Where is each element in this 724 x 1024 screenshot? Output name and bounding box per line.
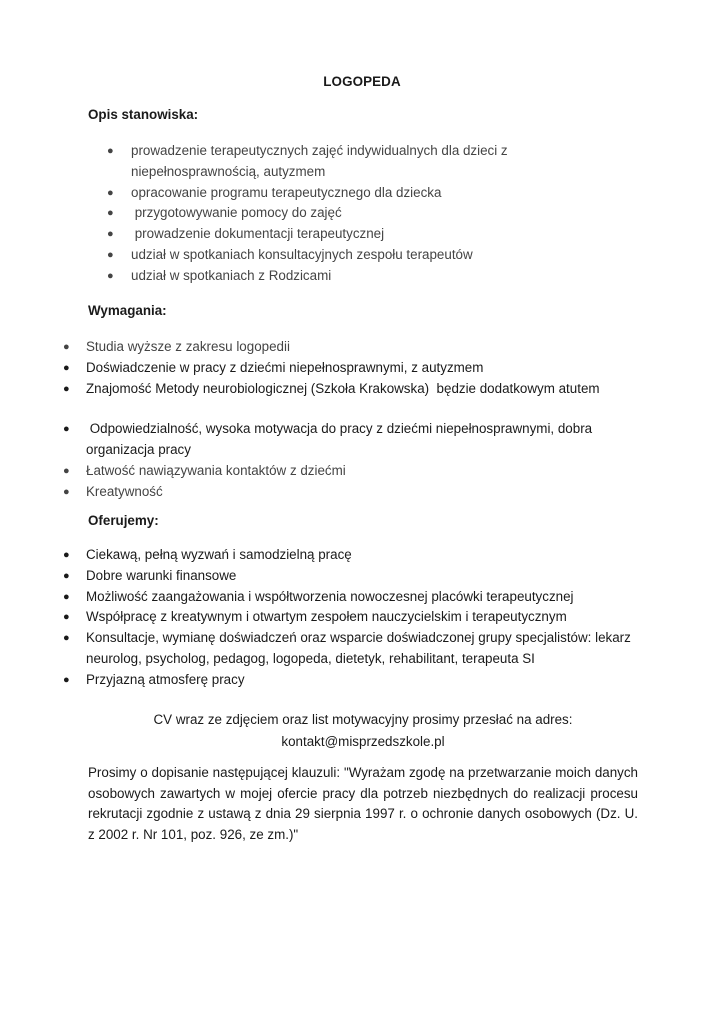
- bullet-icon: ●: [107, 207, 114, 220]
- offer-heading: Oferujemy:: [88, 513, 159, 528]
- bullet-icon: ●: [63, 569, 70, 582]
- requirements-list: [63, 337, 626, 503]
- list-item: ● przygotowywanie pomocy do zajęć: [131, 203, 531, 224]
- list-item: ● opracowanie programu terapeutycznego dla dziecka: [131, 183, 531, 204]
- list-item: ● Współpracę z kreatywnym i otwartym zespołem nauczycielskim i terapeutycznym: [86, 607, 646, 628]
- bullet-icon: ●: [63, 361, 70, 374]
- list-item: ● Odpowiedzialność, wysoka motywacja do pracy z dziećmi niepełnosprawnymi, dobra organizacja pracy: [63, 421, 596, 458]
- consent-clause: Prosimy o dopisanie następującej klauzuli: "Wyrażam zgodę na przetwarzanie moich danych osobowych zawartych w mojej ofercie pracy dla potrzeb niezbędnych do realizacji procesu rekrutacji zgodnie z ustawą z dnia 29 sierpnia 1997 r. o ochronie danych osobowych (Dz. U. z 2002 r. Nr 101, poz. 926, ze zm.)": [88, 765, 638, 842]
- bullet-icon: ●: [63, 464, 70, 477]
- bullet-icon: ●: [63, 423, 70, 436]
- offer-list: [63, 545, 646, 691]
- page-title: LOGOPEDA: [323, 74, 401, 89]
- contact-email: kontakt@misprzedszkole.pl: [281, 733, 445, 749]
- bullet-icon: ●: [107, 145, 114, 157]
- list-item: ● Przyjazną atmosferę pracy: [86, 670, 646, 691]
- bullet-icon: ●: [107, 269, 114, 282]
- list-item: ● Doświadczenie w pracy z dziećmi niepełnosprawnymi, z autyzmem: [86, 358, 626, 379]
- list-item: ● Dobre warunki finansowe: [86, 566, 646, 587]
- list-item: ● Ciekawą, pełną wyzwań i samodzielną pracę: [86, 545, 646, 566]
- bullet-icon: ●: [107, 248, 114, 261]
- list-item: ● Łatwość nawiązywania kontaktów z dziećmi: [86, 461, 626, 482]
- bullet-icon: ●: [63, 611, 70, 624]
- job-description-list: [107, 141, 531, 287]
- bullet-icon: ●: [63, 632, 70, 645]
- requirements-heading: Wymagania:: [88, 303, 167, 318]
- list-item: ● Konsultacje, wymianę doświadczeń oraz wsparcie doświadczonej grupy specjalistów: lekarz neurolog, psycholog, pedagog, logopeda, dietetyk, rehabilitant, terapeuta SI: [63, 630, 631, 666]
- list-item: ● prowadzenie dokumentacji terapeutycznej: [131, 224, 531, 245]
- list-item: ● udział w spotkaniach z Rodzicami: [131, 266, 531, 287]
- list-item: ● Znajomość Metody neurobiologicznej (Szkoła Krakowska) będzie dodatkowym atutem: [86, 379, 626, 400]
- list-item: ● Możliwość zaangażowania i współtworzenia nowoczesnej placówki terapeutycznej: [86, 587, 646, 608]
- bullet-icon: ●: [63, 341, 70, 353]
- bullet-icon: ●: [107, 228, 114, 241]
- list-item: ● Kreatywność: [86, 482, 626, 503]
- bullet-icon: ●: [63, 485, 70, 498]
- bullet-icon: ●: [63, 673, 70, 686]
- list-item: ● prowadzenie terapeutycznych zajęć indywidualnych dla dzieci z niepełnosprawnością, autyzmem: [107, 143, 508, 179]
- bullet-icon: ●: [107, 186, 114, 199]
- bullet-icon: ●: [63, 549, 70, 561]
- contact-line: CV wraz ze zdjęciem oraz list motywacyjny prosimy przesłać na adres:: [153, 712, 573, 727]
- list-item: ● Studia wyższe z zakresu logopedii: [86, 337, 626, 358]
- job-description-heading: Opis stanowiska:: [88, 107, 199, 122]
- bullet-icon: ●: [63, 590, 70, 603]
- list-item: ● udział w spotkaniach konsultacyjnych zespołu terapeutów: [131, 245, 531, 266]
- bullet-icon: ●: [63, 382, 70, 395]
- contact-block: [88, 709, 638, 752]
